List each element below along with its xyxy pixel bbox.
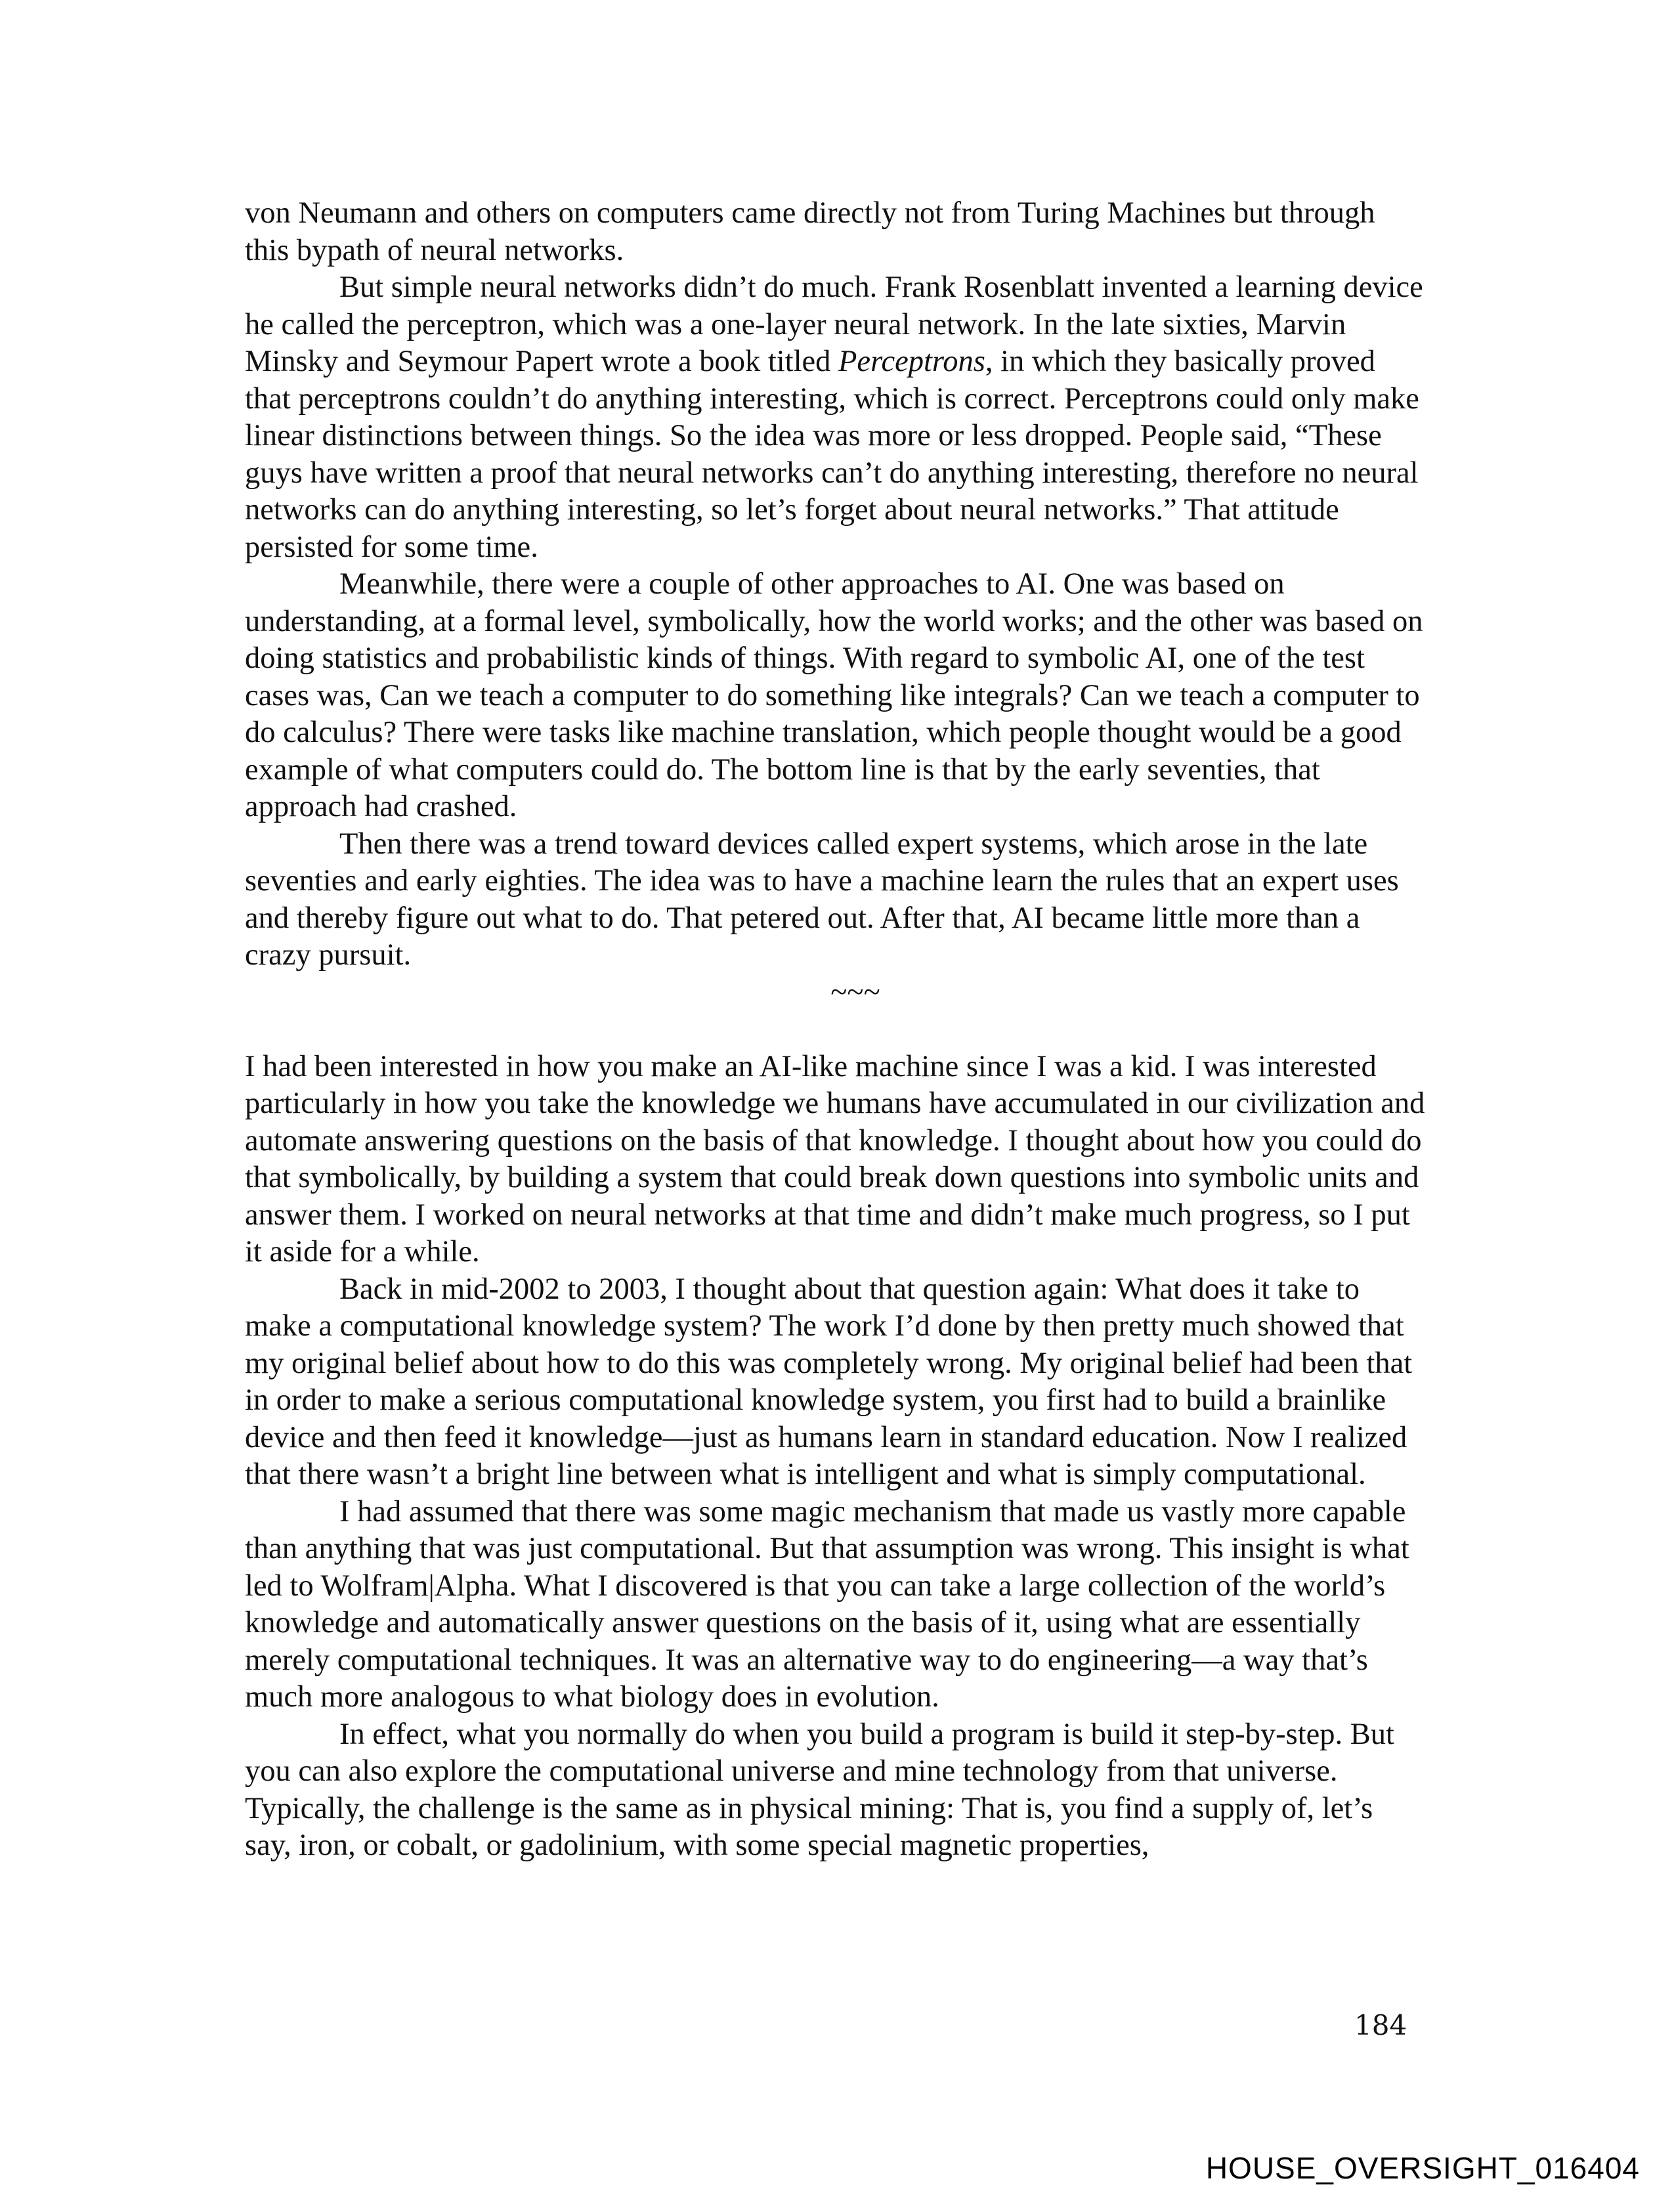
page-number: 184: [1354, 2009, 1407, 2041]
paragraph-7: I had assumed that there was some magic mechanism that made us vastly more capable than anything that was just computational. But that assumption was wrong. This insight is what led to Wolfram|Alpha. What I discovered is that you can take a large collection of the world’s knowledge and automatically answer questions on the basis of it, using what are essentially merely computational techniques. It was an alternative way to do engineering—a way that’s much more analogous to what biology does in evolution.: [245, 1494, 1409, 1714]
section-break: ~~~: [830, 975, 880, 1009]
paragraph-3: Meanwhile, there were a couple of other approaches to AI. One was based on understanding, at a formal level, symbolically, how the world works; and the other was based on doing statistics and probabilistic kinds of things. With regard to symbolic AI, one of the test cases was, Can we teach a computer to do something like integrals? Can we teach a computer to do calculus? There were tasks like machine translation, which people thought would be a good example of what computers could do. The bottom line is that by the early seventies, that approach had crashed.: [245, 567, 1423, 823]
paragraph-4: Then there was a trend toward devices called expert systems, which arose in the late seventies and early eighties. The idea was to have a machine learn the rules that an expert uses and thereby figure out what to do. That petered out. After that, AI became little more than a crazy pursuit.: [245, 827, 1399, 972]
paragraph-1: von Neumann and others on computers came directly not from Turing Machines but through this bypath of neural networks.: [245, 196, 1375, 267]
paragraph-6: Back in mid-2002 to 2003, I thought about that question again: What does it take to make a computational knowledge system? The work I’d done by then pretty much showed that my original belief about how to do this was completely wrong. My original belief had been that in order to make a serious computational knowledge system, you first had to build a brainlike device and then feed it knowledge—just as humans learn in standard education. Now I realized that there wasn’t a bright line between what is intelligent and what is simply computational.: [245, 1272, 1413, 1491]
bates-stamp: HOUSE_OVERSIGHT_016404: [1205, 2151, 1640, 2185]
page-body: [245, 195, 1427, 1865]
paragraph-2: [245, 269, 1427, 566]
paragraph-2-text-start: But simple neural networks didn’t do much. Frank Rosenblatt invented a learning device he called the perceptron, which was a one-layer neural network. In the late sixties, Marvin Minsky and Seymour Papert wrote a book titled: [245, 271, 1423, 378]
book-title-perceptrons: Perceptrons: [838, 345, 985, 378]
paragraph-8: In effect, what you normally do when you build a program is build it step-by-step. But you can also explore the computational universe and mine technology from that universe. Typically, the challenge is the same as in physical mining: That is, you find a supply of, let’s say, iron, or cobalt, or gadolinium, with some special magnetic properties,: [245, 1717, 1394, 1862]
paragraph-5: I had been interested in how you make an AI-like machine since I was a kid. I was interested particularly in how you take the knowledge we humans have accumulated in our civilization and automate answering questions on the basis of that knowledge. I thought about how you could do that symbolically, by building a system that could break down questions into symbolic units and answer them. I worked on neural networks at that time and didn’t make much progress, so I put it aside for a while.: [245, 1049, 1425, 1269]
paragraph-2-text-end: , in which they basically proved that perceptrons couldn’t do anything interesting, which is correct. Perceptrons could only make linear distinctions between things. So the idea was more or less dropped. People said, “These guys have written a proof that neural networks can’t do anything interesting, therefore no neural networks can do anything interesting, so let’s forget about neural networks.” That attitude persisted for some time.: [245, 345, 1419, 564]
